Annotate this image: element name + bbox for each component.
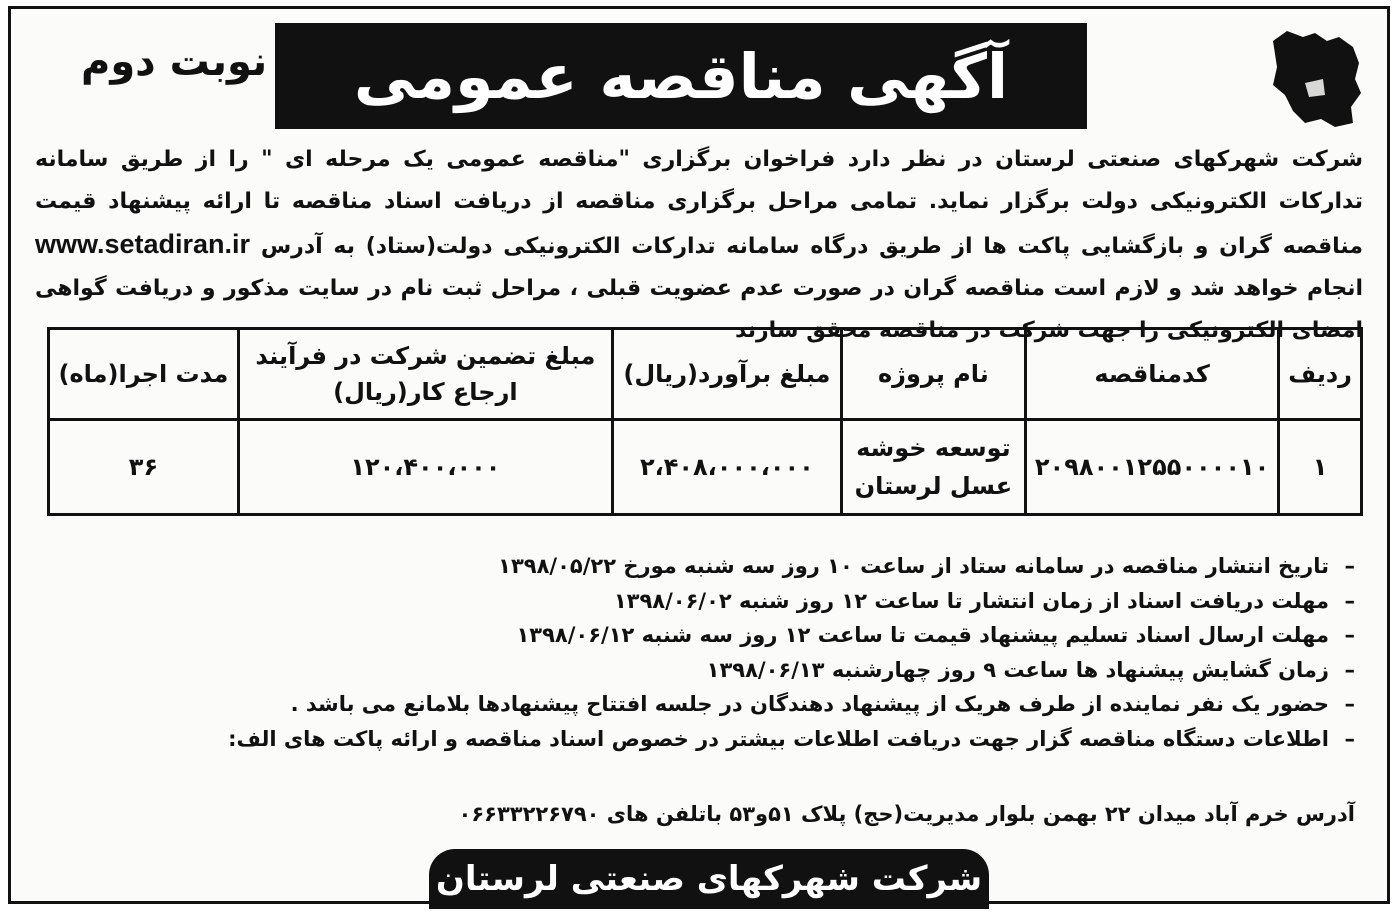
- list-item: –حضور یک نفر نماینده از طرف هریک از پیشنهاد دهندگان در جلسه افتتاح پیشنهادها بلامانع می باشد .: [290, 692, 1355, 716]
- table-row: [49, 420, 1362, 515]
- cell-guarantee: ۱۲۰،۴۰۰،۰۰۰: [238, 420, 612, 515]
- list-item: –زمان گشایش پیشنهاد ها ساعت ۹ روز چهارشنبه ۱۳۹۸/۰۶/۱۳: [706, 657, 1355, 682]
- company-footer: شرکت شهرکهای صنعتی لرستان: [429, 849, 989, 909]
- header-tender-code: کدمناقصه: [1025, 329, 1278, 420]
- header-duration: مدت اجرا(ماه): [49, 329, 239, 420]
- list-item: –مهلت دریافت اسناد از زمان انتشار تا ساعت ۱۲ روز شنبه ۱۳۹۸/۰۶/۰۲: [613, 588, 1355, 613]
- cell-row-number: ۱: [1279, 420, 1362, 515]
- intro-text-part2: انجام خواهد شد و لازم است مناقصه گران در صورت عدم عضویت قبلی ، مراحل ثبت نام در سایت مذکور و دریافت گواهی امضای الکترونیکی را جهت شرکت در مناقصه محقق سازند: [35, 276, 1363, 343]
- header-guarantee: مبلغ تضمین شرکت در فرآیند ارجاع کار(ریال): [238, 329, 612, 420]
- intro-paragraph: [35, 139, 1363, 352]
- page-title: آگهی مناقصه عمومی: [275, 23, 1087, 129]
- list-item: –مهلت ارسال اسناد تسلیم پیشنهاد قیمت تا ساعت ۱۲ روز سه شنبه ۱۳۹۸/۰۶/۱۲: [516, 623, 1355, 647]
- intro-text-part1: شرکت شهرکهای صنعتی لرستان در نظر دارد فراخوان برگزاری "مناقصه عمومی یک مرحله ای " را از طریق سامانه تدارکات الکترونیکی دولت برگزار نماید. تمامی مراحل برگزاری مناقصه از دریافت اسناد مناقصه تا ارائه پیشنهاد قیمت مناقصه گران و بازگشایی پاکت ها از طریق درگاه سامانه تدارکات الکترونیکی دولت(ستاد) به آدرس: [35, 147, 1363, 259]
- cell-tender-code: ۲۰۹۸۰۰۱۲۵۵۰۰۰۰۱۰: [1025, 420, 1278, 515]
- header-project-name: نام پروژه: [841, 329, 1025, 420]
- table-header-row: [49, 329, 1362, 420]
- tender-table: [47, 327, 1363, 516]
- contact-address: آدرس خرم آباد میدان ۲۲ بهمن بلوار مدیریت(حج) پلاک ۵۱و۵۳ باتلفن های ۰۶۶۳۳۲۲۶۷۹۰: [458, 802, 1355, 826]
- header-estimate: مبلغ برآورد(ریال): [612, 329, 841, 420]
- list-item: –اطلاعات دستگاه مناقصه گزار جهت دریافت اطلاعات بیشتر در خصوص اسناد مناقصه و ارائه پاکت های الف:: [228, 726, 1355, 751]
- round-label: نوبت دوم: [81, 39, 268, 85]
- setadiran-link[interactable]: www.setadiran.ir: [35, 229, 251, 259]
- list-item: –تاریخ انتشار مناقصه در سامانه ستاد از ساعت ۱۰ روز سه شنبه مورخ ۱۳۹۸/۰۵/۲۲: [498, 554, 1355, 578]
- header-row-number: ردیف: [1279, 329, 1362, 420]
- cell-project-name: توسعه خوشه عسل لرستان: [841, 420, 1025, 515]
- details-list: [228, 549, 1355, 756]
- cell-duration: ۳۶: [49, 420, 239, 515]
- cell-estimate: ۲،۴۰۸،۰۰۰،۰۰۰: [612, 420, 841, 515]
- iran-map-icon: [1265, 27, 1365, 137]
- tender-notice: [8, 6, 1390, 904]
